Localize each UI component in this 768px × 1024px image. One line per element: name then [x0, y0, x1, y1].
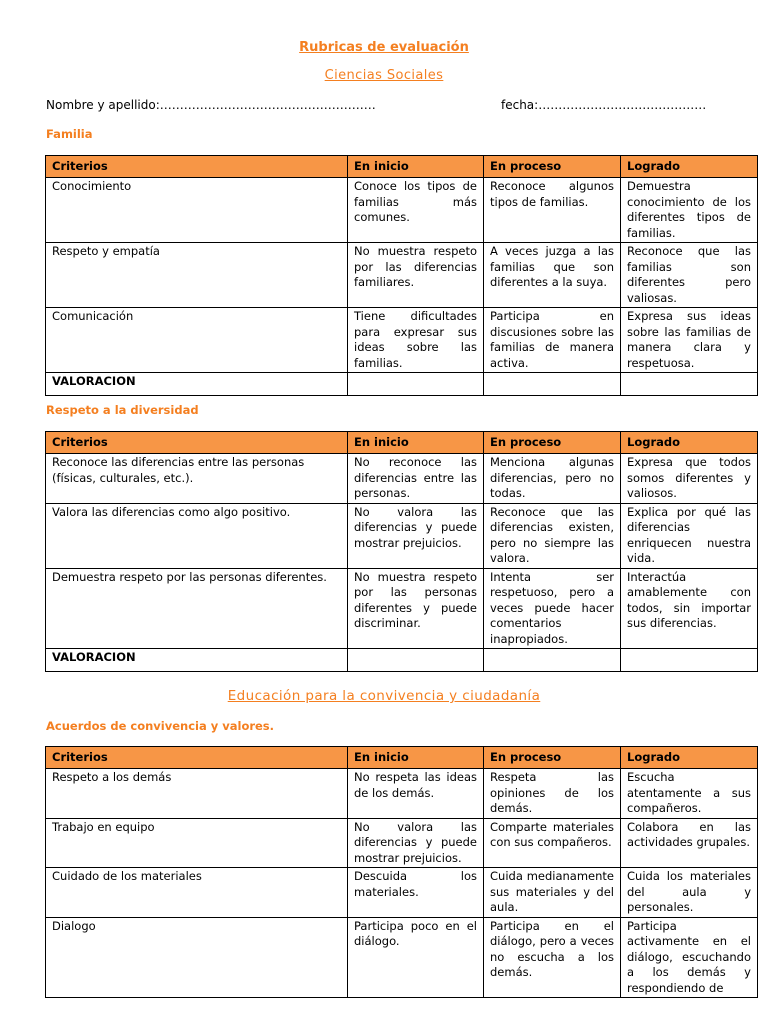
- cell-criterio: Comunicación: [46, 308, 348, 373]
- section-heading-diversidad: Respeto a la diversidad: [46, 403, 199, 417]
- table-row: [46, 178, 758, 243]
- cell-en-proceso: Menciona algunas diferencias, pero no todas.: [484, 454, 621, 504]
- cell-en-proceso: Intenta ser respetuoso, pero a veces puede hacer comentarios inapropiados.: [484, 568, 621, 649]
- cell-criterio: Respeto a los demás: [46, 769, 348, 819]
- column-header-criterios: Criterios: [46, 156, 348, 178]
- section-title-convivencia: Educación para la convivencia y ciudadanía: [227, 688, 541, 704]
- cell-en-proceso: Reconoce que las diferencias existen, pero no siempre las valora.: [484, 503, 621, 568]
- cell-en-inicio: Participa poco en el diálogo.: [348, 917, 484, 998]
- valoracion-row: [46, 649, 758, 672]
- column-header-criterios: Criterios: [46, 432, 348, 454]
- table-diversidad: [45, 431, 758, 672]
- cell-criterio: Dialogo: [46, 917, 348, 998]
- column-header-logrado: Logrado: [621, 432, 758, 454]
- cell-en-proceso: Participa en discusiones sobre las familias de manera activa.: [484, 308, 621, 373]
- cell-criterio: Respeto y empatía: [46, 243, 348, 308]
- valoracion-label: VALORACION: [46, 649, 348, 672]
- cell-en-proceso: A veces juzga a las familias que son diferentes a la suya.: [484, 243, 621, 308]
- table-row: [46, 868, 758, 918]
- valoracion-cell: [484, 649, 621, 672]
- cell-criterio: Cuidado de los materiales: [46, 868, 348, 918]
- table-header-row: [46, 432, 758, 454]
- cell-en-inicio: No muestra respeto por las diferencias familiares.: [348, 243, 484, 308]
- table-header-row: [46, 156, 758, 178]
- column-header-en-inicio: En inicio: [348, 156, 484, 178]
- column-header-en-proceso: En proceso: [484, 156, 621, 178]
- table-header-row: [46, 747, 758, 769]
- cell-logrado: Expresa sus ideas sobre las familias de manera clara y respetuosa.: [621, 308, 758, 373]
- column-header-logrado: Logrado: [621, 156, 758, 178]
- cell-logrado: Escucha atentamente a sus compañeros.: [621, 769, 758, 819]
- valoracion-cell: [621, 649, 758, 672]
- section-heading-convivencia: Acuerdos de convivencia y valores.: [46, 719, 275, 733]
- cell-logrado: Explica por qué las diferencias enriquecen nuestra vida.: [621, 503, 758, 568]
- section-heading-familia: Familia: [46, 127, 93, 141]
- cell-en-proceso: Participa en el diálogo, pero a veces no escucha a los demás.: [484, 917, 621, 998]
- cell-en-inicio: Conoce los tipos de familias más comunes.: [348, 178, 484, 243]
- cell-en-proceso: Reconoce algunos tipos de familias.: [484, 178, 621, 243]
- cell-logrado: Expresa que todos somos diferentes y valiosos.: [621, 454, 758, 504]
- cell-logrado: Demuestra conocimiento de los diferentes tipos de familias.: [621, 178, 758, 243]
- column-header-logrado: Logrado: [621, 747, 758, 769]
- valoracion-cell: [484, 373, 621, 396]
- cell-en-proceso: Respeta las opiniones de los demás.: [484, 769, 621, 819]
- column-header-en-proceso: En proceso: [484, 432, 621, 454]
- cell-en-inicio: No reconoce las diferencias entre las personas.: [348, 454, 484, 504]
- cell-criterio: Trabajo en equipo: [46, 818, 348, 868]
- table-row: [46, 917, 758, 998]
- cell-criterio: Demuestra respeto por las personas diferentes.: [46, 568, 348, 649]
- cell-criterio: Valora las diferencias como algo positivo.: [46, 503, 348, 568]
- column-header-en-proceso: En proceso: [484, 747, 621, 769]
- document-subtitle: Ciencias Sociales: [324, 68, 444, 83]
- table-row: [46, 503, 758, 568]
- cell-en-inicio: No valora las diferencias y puede mostrar prejuicios.: [348, 818, 484, 868]
- table-row: [46, 769, 758, 819]
- name-line: Nombre y apellido:………………………………………………: [46, 98, 376, 112]
- cell-criterio: Reconoce las diferencias entre las personas (físicas, culturales, etc.).: [46, 454, 348, 504]
- table-row: [46, 568, 758, 649]
- cell-en-proceso: Comparte materiales con sus compañeros.: [484, 818, 621, 868]
- cell-logrado: Reconoce que las familias son diferentes pero valiosas.: [621, 243, 758, 308]
- table-convivencia: [45, 746, 758, 998]
- cell-logrado: Colabora en las actividades grupales.: [621, 818, 758, 868]
- cell-en-inicio: No muestra respeto por las personas diferentes y puede discriminar.: [348, 568, 484, 649]
- table-row: [46, 243, 758, 308]
- valoracion-row: [46, 373, 758, 396]
- cell-criterio: Conocimiento: [46, 178, 348, 243]
- cell-en-proceso: Cuida medianamente sus materiales y del aula.: [484, 868, 621, 918]
- valoracion-cell: [348, 373, 484, 396]
- valoracion-cell: [621, 373, 758, 396]
- cell-en-inicio: No valora las diferencias y puede mostrar prejuicios.: [348, 503, 484, 568]
- cell-logrado: Cuida los materiales del aula y personales.: [621, 868, 758, 918]
- cell-en-inicio: Descuida los materiales.: [348, 868, 484, 918]
- cell-en-inicio: Tiene dificultades para expresar sus ideas sobre las familias.: [348, 308, 484, 373]
- column-header-criterios: Criterios: [46, 747, 348, 769]
- table-row: [46, 308, 758, 373]
- document-title: Rubricas de evaluación: [299, 40, 469, 55]
- table-row: [46, 818, 758, 868]
- date-line: fecha:……………………………………: [501, 98, 707, 112]
- table-familia: [45, 155, 758, 396]
- cell-logrado: Participa activamente en el diálogo, escuchando a los demás y respondiendo de: [621, 917, 758, 998]
- valoracion-cell: [348, 649, 484, 672]
- cell-logrado: Interactúa amablemente con todos, sin importar sus diferencias.: [621, 568, 758, 649]
- column-header-en-inicio: En inicio: [348, 747, 484, 769]
- column-header-en-inicio: En inicio: [348, 432, 484, 454]
- valoracion-label: VALORACION: [46, 373, 348, 396]
- table-row: [46, 454, 758, 504]
- cell-en-inicio: No respeta las ideas de los demás.: [348, 769, 484, 819]
